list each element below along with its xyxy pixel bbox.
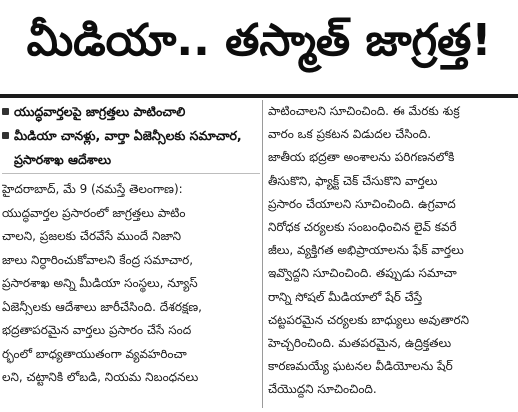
column-divider bbox=[262, 100, 263, 408]
headline-rule bbox=[0, 94, 518, 98]
body-text-line: యుద్ధవార్తల ప్రసారంలో జాగ్రత్తలు పాటిం bbox=[2, 205, 186, 220]
highlight-item bbox=[2, 124, 260, 172]
bullet-icon bbox=[2, 132, 9, 139]
headline: మీడియా.. తస్మాత్ జాగ్రత్త! bbox=[26, 15, 492, 66]
highlights-divider bbox=[2, 173, 260, 174]
right-column bbox=[268, 100, 514, 412]
body-text-line: చాలని, ప్రజలకు చేరవేసే ముందే నిజాని bbox=[2, 229, 182, 243]
highlight-text: మీడియా చానళ్లు, వార్తా ఏజెన్సీలకు సమాచార, ప్రసారశాఖ ఆదేశాలు bbox=[14, 128, 242, 167]
body-text-line: హెచ్చరించింది. మతపరమైన, ఉద్రిక్తతలు bbox=[268, 336, 452, 351]
highlights-list bbox=[2, 100, 260, 172]
dateline: హైదరాబాద్, మే 9 (నమస్తే తెలంగాణ): bbox=[2, 182, 183, 196]
left-column bbox=[2, 100, 260, 412]
body-text-line: ప్రసారం చేయాలని సూచించింది. ఉగ్రవాద bbox=[268, 196, 456, 211]
body-text-line: తీసుకొని, ఫ్యాక్ట్ చెక్ చేసుకొని వార్తలు bbox=[268, 173, 438, 188]
body-text-line: జాలు నిర్ధారించుకోవాలని కేంద్ర సమాచార, bbox=[2, 252, 194, 267]
body-text-line: పాటించాలని సూచించింది. ఈ మేరకు శుక్ర bbox=[268, 104, 460, 118]
body-text-line: జాతీయ భద్రతా అంశాలను పరిగణనలోకి bbox=[268, 150, 455, 165]
body-text-line: ఏజెన్సీలకు ఆదేశాలు జారీచేసింది. దేశరక్షణ, bbox=[2, 299, 202, 314]
body-text-line: చేయొద్దని సూచించింది. bbox=[268, 382, 377, 397]
body-text-line: కారణమయ్యే ఘటనల వీడియోలను షేర్ bbox=[268, 359, 453, 374]
body-text-line: లని, చట్టానికి లోబడి, నియమ నిబంధనలు bbox=[2, 370, 199, 384]
body-text-line: ర్భంలో బాధ్యతాయుతంగా వ్యవహరించా bbox=[2, 346, 187, 361]
bullet-icon bbox=[2, 108, 9, 115]
body-text-line: వారం ఒక ప్రకటన విడుదల చేసింది. bbox=[268, 127, 432, 142]
body-text-line: ఇవ్వొద్దని సూచించింది. తప్పుడు సమాచా bbox=[268, 266, 457, 281]
body-text-line: ప్రసారశాఖ అన్ని మీడియా సంస్థలు, న్యూస్ bbox=[2, 276, 198, 290]
body-text-line: చట్టపరమైన చర్యలకు బాధ్యులు అవుతారని bbox=[268, 312, 469, 327]
body-text-line: నిరోధక చర్యలకు సంబంధించిన లైవ్ కవరే bbox=[268, 220, 457, 235]
body-text-line: జీలు, వ్యక్తిగత అభిప్రాయాలను ఫేక్ వార్తలు bbox=[268, 243, 464, 258]
highlight-text: యుద్ధవార్తలపై జాగ్రత్తలు పాటించాలి bbox=[14, 104, 186, 119]
body-text-line: రాన్ని సోషల్ మీడియాలో షేర్ చేస్తే bbox=[268, 289, 423, 304]
highlight-item bbox=[2, 100, 260, 124]
body-text-line: భద్రతాపరమైన వార్తలు ప్రసారం చేసే సంద bbox=[2, 323, 192, 337]
